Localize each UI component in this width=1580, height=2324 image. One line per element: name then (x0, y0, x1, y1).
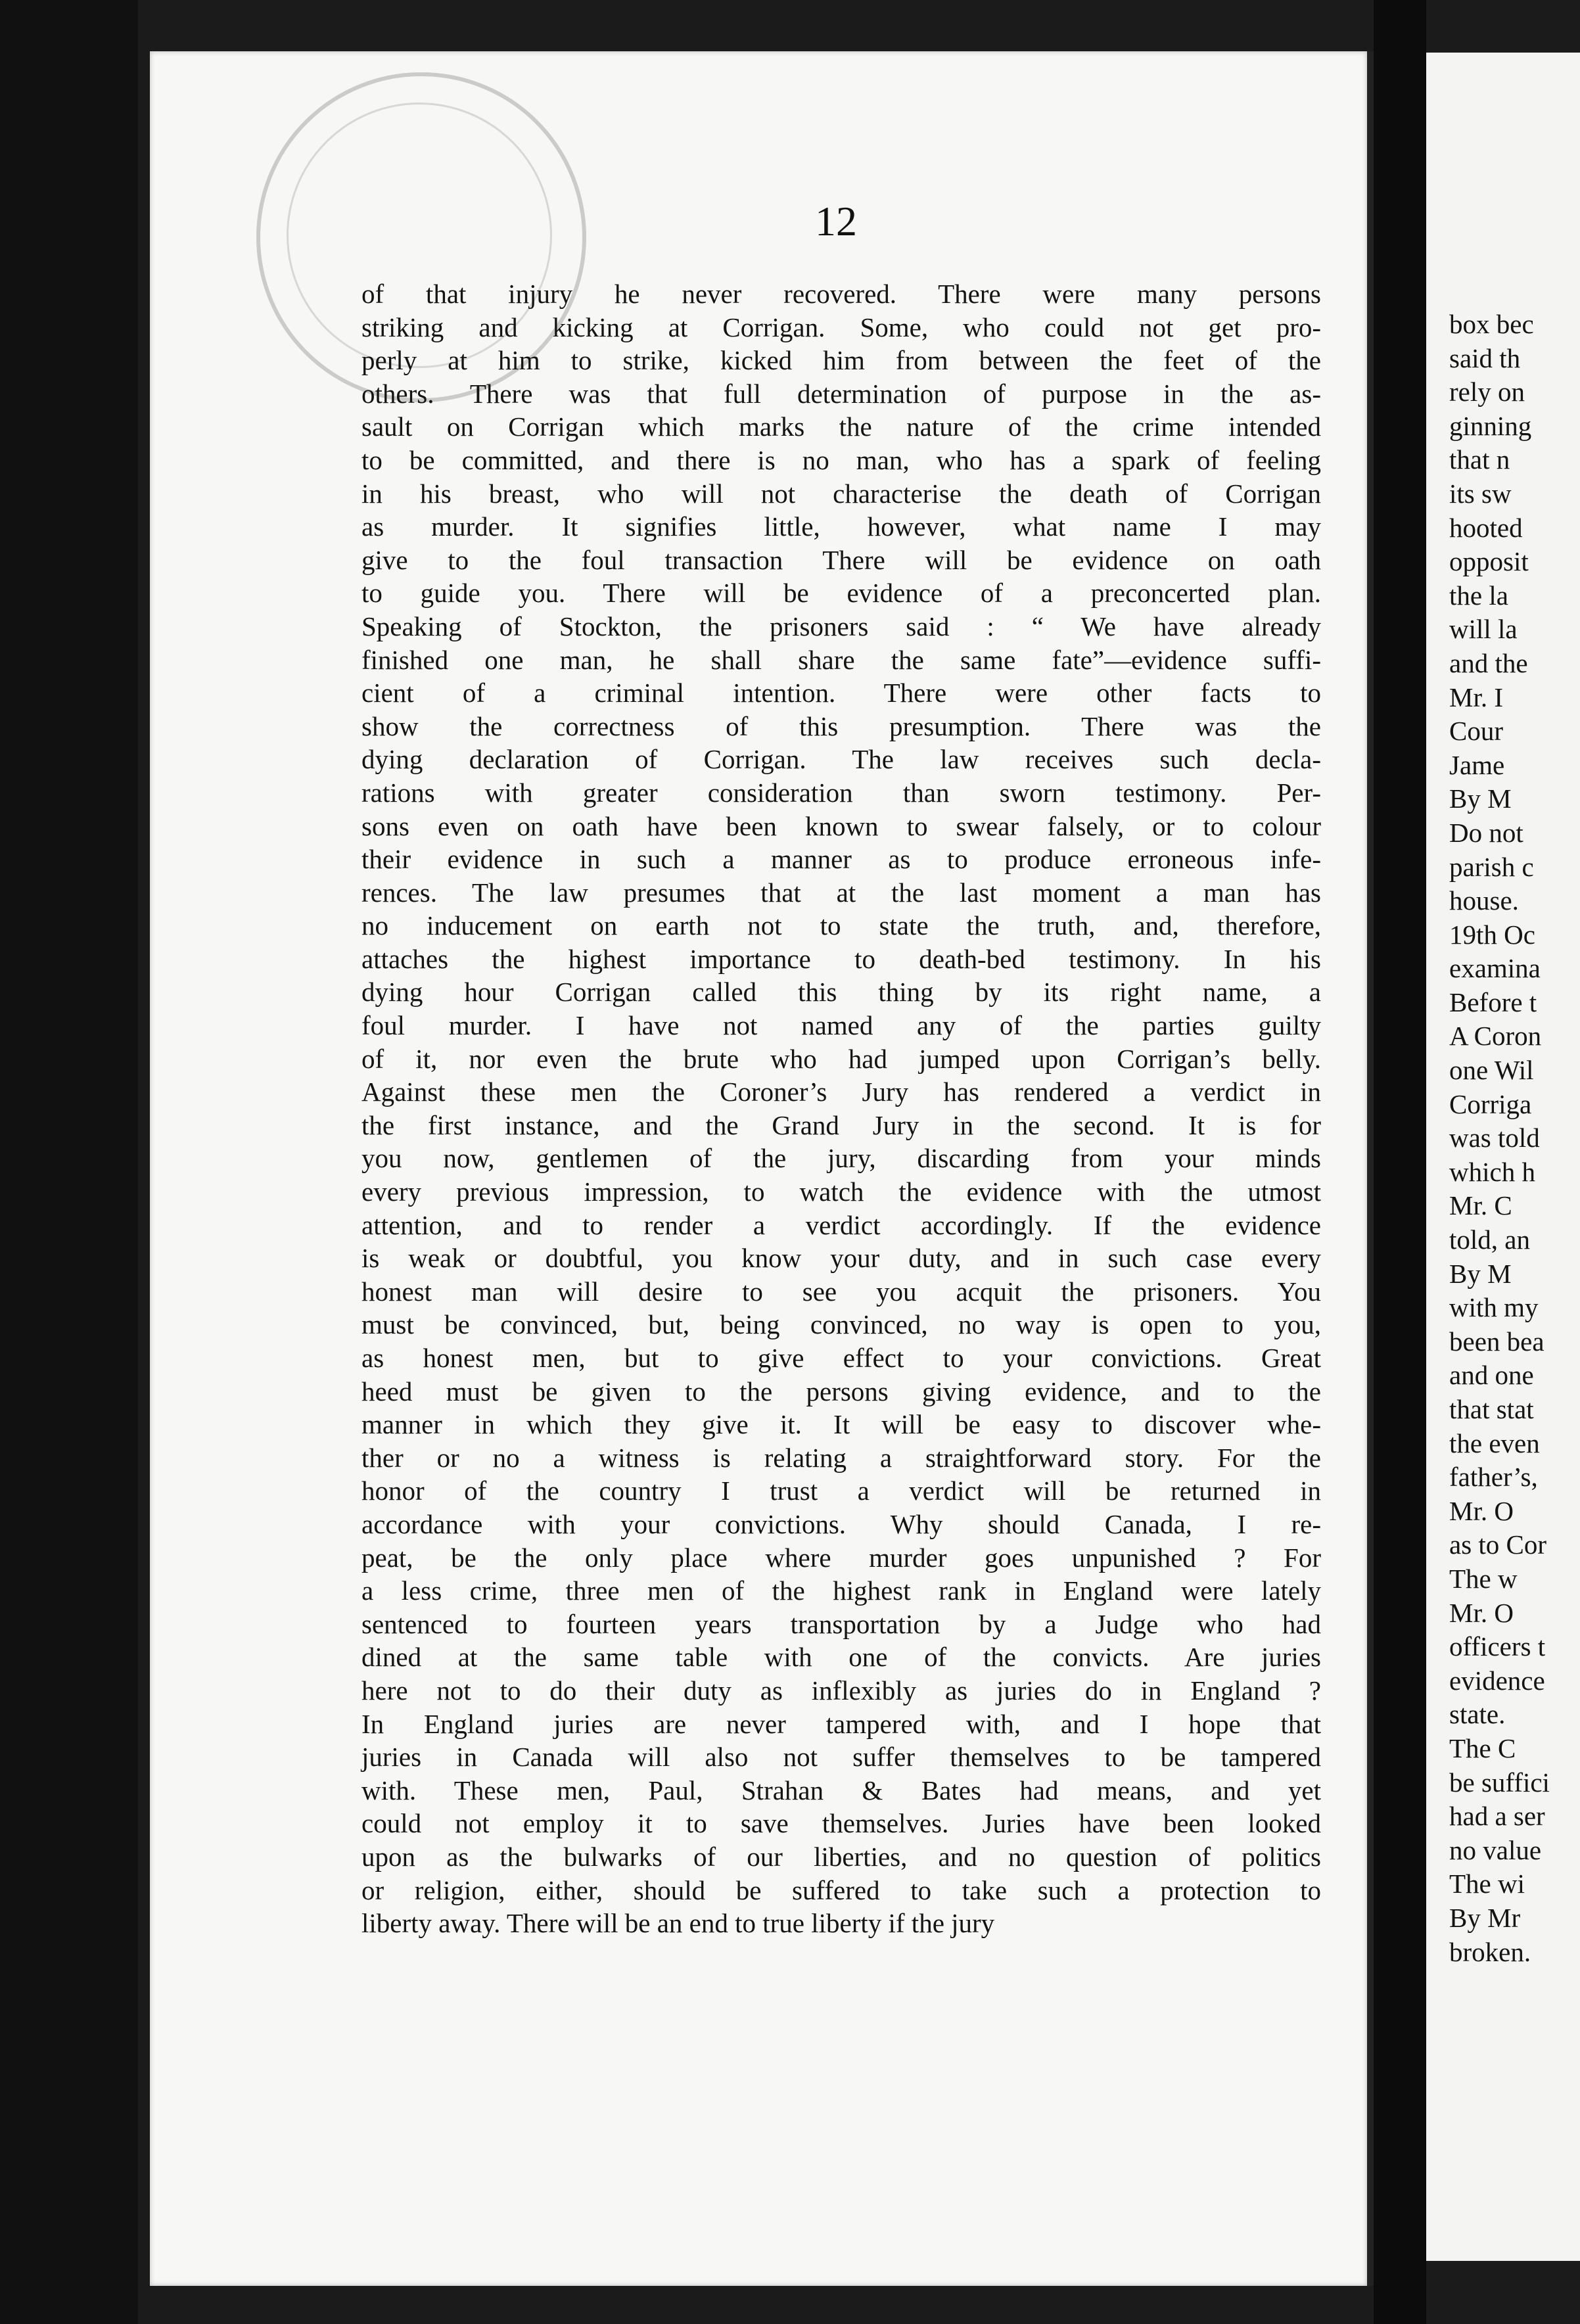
text-line: to be committed, and there is no man, who has a spark of feeling (361, 444, 1321, 475)
text-line: Speaking of Stockton, the prisoners said : “ We have already (361, 611, 1321, 641)
text-fragment: that stat (1449, 1394, 1534, 1424)
text-line: every previous impression, to watch the evidence with the utmost (361, 1176, 1321, 1207)
text-fragment: that n (1449, 444, 1510, 475)
text-line: manner in which they give it. It will be easy to discover whe- (361, 1409, 1321, 1440)
text-fragment: The wi (1449, 1869, 1525, 1899)
text-fragment: was told (1449, 1123, 1540, 1153)
text-line: here not to do their duty as inflexibly as juries do in England ? (361, 1675, 1321, 1706)
text-line: dying hour Corrigan called this thing by its right name, a (361, 977, 1321, 1008)
text-fragment: as to Cor (1449, 1529, 1547, 1560)
text-line: liberty away. There will be an end to true liberty if the jury (361, 1908, 995, 1939)
text-fragment: A Coron (1449, 1021, 1542, 1052)
text-fragment: Cour (1449, 716, 1503, 747)
text-line: foul murder. I have not named any of the parties guilty (361, 1010, 1321, 1041)
text-fragment: be suffici (1449, 1767, 1550, 1798)
text-line: Against these men the Coroner’s Jury has rendered a verdict in (361, 1077, 1321, 1107)
text-fragment: By Mr (1449, 1902, 1521, 1933)
text-fragment: officers t (1449, 1631, 1546, 1662)
text-line: no inducement on earth not to state the truth, and, therefore, (361, 910, 1321, 941)
text-line: finished one man, he shall share the same fate”—evidence suffi- (361, 644, 1321, 675)
text-line: of it, nor even the brute who had jumped upon Corrigan’s belly. (361, 1043, 1321, 1074)
adjacent-page-text-column (1449, 308, 1580, 1969)
text-line: is weak or doubtful, you know your duty, and in such case every (361, 1243, 1321, 1274)
text-fragment: Do not (1449, 817, 1523, 848)
text-line: dined at the same table with one of the convicts. Are juries (361, 1642, 1321, 1673)
text-fragment: Mr. O (1449, 1597, 1514, 1628)
text-line: a less crime, three men of the highest rank in England were lately (361, 1575, 1321, 1606)
text-fragment: with my (1449, 1292, 1539, 1323)
text-fragment: Mr. C (1449, 1190, 1512, 1221)
text-fragment: broken. (1449, 1936, 1531, 1967)
text-line: the first instance, and the Grand Jury in the second. It is for (361, 1109, 1321, 1140)
text-line: to guide you. There will be evidence of a preconcerted plan. (361, 578, 1321, 609)
text-line: ther or no a witness is relating a straightforward story. For the (361, 1442, 1321, 1473)
text-fragment: By M (1449, 1258, 1512, 1289)
text-fragment: house. (1449, 885, 1519, 916)
text-fragment: state. (1449, 1699, 1506, 1730)
text-line: rations with greater consideration than sworn testimony. Per- (361, 777, 1321, 808)
text-line: must be convinced, but, being convinced, no way is open to you, (361, 1309, 1321, 1340)
text-fragment: evidence (1449, 1665, 1545, 1696)
text-line: others. There was that full determination of purpose in the as- (361, 378, 1321, 409)
text-line: as murder. It signifies little, however, what name I may (361, 511, 1321, 542)
text-fragment: father’s, (1449, 1462, 1538, 1493)
text-line: cient of a criminal intention. There were other facts to (361, 678, 1321, 709)
text-fragment: and one (1449, 1360, 1534, 1391)
text-line: show the correctness of this presumption. There was the (361, 710, 1321, 741)
text-line: peat, be the only place where murder goes unpunished ? For (361, 1542, 1321, 1573)
text-fragment: will la (1449, 614, 1518, 645)
text-fragment: By M (1449, 783, 1512, 814)
text-fragment: told, an (1449, 1224, 1530, 1255)
text-line: honor of the country I trust a verdict will be returned in (361, 1476, 1321, 1506)
text-line: you now, gentlemen of the jury, discarding from your minds (361, 1143, 1321, 1174)
text-line: sentenced to fourteen years transportation by a Judge who had (361, 1608, 1321, 1639)
text-fragment: Mr. O (1449, 1495, 1514, 1526)
text-fragment: Jame (1449, 749, 1505, 780)
text-line: juries in Canada will also not suffer themselves to be tampered (361, 1742, 1321, 1773)
text-line: striking and kicking at Corrigan. Some, who could not get pro- (361, 312, 1321, 342)
text-line: dying declaration of Corrigan. The law receives such decla- (361, 744, 1321, 775)
text-fragment: rely on (1449, 377, 1525, 407)
text-fragment: box bec (1449, 309, 1534, 339)
text-line: heed must be given to the persons giving evidence, and to the (361, 1376, 1321, 1406)
text-fragment: Corriga (1449, 1088, 1532, 1119)
text-fragment: examina (1449, 953, 1541, 984)
text-line: upon as the bulwarks of our liberties, and no question of politics (361, 1841, 1321, 1872)
text-fragment: said th (1449, 342, 1521, 373)
text-fragment: been bea (1449, 1326, 1545, 1357)
text-fragment: its sw (1449, 478, 1512, 509)
text-line: or religion, either, should be suffered to take such a protection to (361, 1874, 1321, 1905)
text-fragment: the la (1449, 580, 1508, 611)
text-line: sons even on oath have been known to swear falsely, or to colour (361, 810, 1321, 841)
text-line: give to the foul transaction There will be evidence on oath (361, 544, 1321, 575)
text-fragment: The C (1449, 1732, 1516, 1763)
text-fragment: 19th Oc (1449, 919, 1535, 950)
text-fragment: the even (1449, 1428, 1540, 1458)
text-line: could not employ it to save themselves. Juries have been looked (361, 1808, 1321, 1839)
text-fragment: one Wil (1449, 1055, 1534, 1086)
text-fragment: no value (1449, 1834, 1542, 1865)
text-line: honest man will desire to see you acquit the prisoners. You (361, 1276, 1321, 1307)
text-line: rences. The law presumes that at the last moment a man has (361, 877, 1321, 908)
page-number: 12 (815, 198, 857, 244)
left-dark-margin (0, 0, 138, 2324)
text-line: their evidence in such a manner as to produce erroneous infe- (361, 844, 1321, 875)
text-fragment: Before t (1449, 987, 1537, 1017)
text-fragment: opposit (1449, 546, 1529, 577)
text-line: with. These men, Paul, Strahan & Bates had means, and yet (361, 1775, 1321, 1805)
text-fragment: hooted (1449, 512, 1523, 543)
text-fragment: ginning (1449, 410, 1532, 441)
text-line: sault on Corrigan which marks the nature of the crime intended (361, 411, 1321, 442)
text-line: of that injury he never recovered. There were many persons (361, 279, 1321, 309)
text-fragment: and the (1449, 647, 1528, 678)
book-gutter (1374, 0, 1426, 2324)
text-fragment: The w (1449, 1563, 1518, 1594)
text-line: attaches the highest importance to death-bed testimony. In his (361, 943, 1321, 974)
text-line: attention, and to render a verdict accordingly. If the evidence (361, 1209, 1321, 1240)
text-line: as honest men, but to give effect to your convictions. Great (361, 1343, 1321, 1373)
main-text-column (361, 277, 1321, 1940)
text-line: accordance with your convictions. Why should Canada, I re- (361, 1508, 1321, 1539)
text-fragment: which h (1449, 1156, 1535, 1187)
text-fragment: Mr. I (1449, 682, 1503, 712)
text-fragment: had a ser (1449, 1801, 1545, 1832)
text-line: In England juries are never tampered with, and I hope that (361, 1708, 1321, 1739)
text-fragment: parish c (1449, 851, 1534, 882)
text-line: perly at him to strike, kicked him from between the feet of the (361, 345, 1321, 376)
text-line: in his breast, who will not characterise the death of Corrigan (361, 478, 1321, 509)
